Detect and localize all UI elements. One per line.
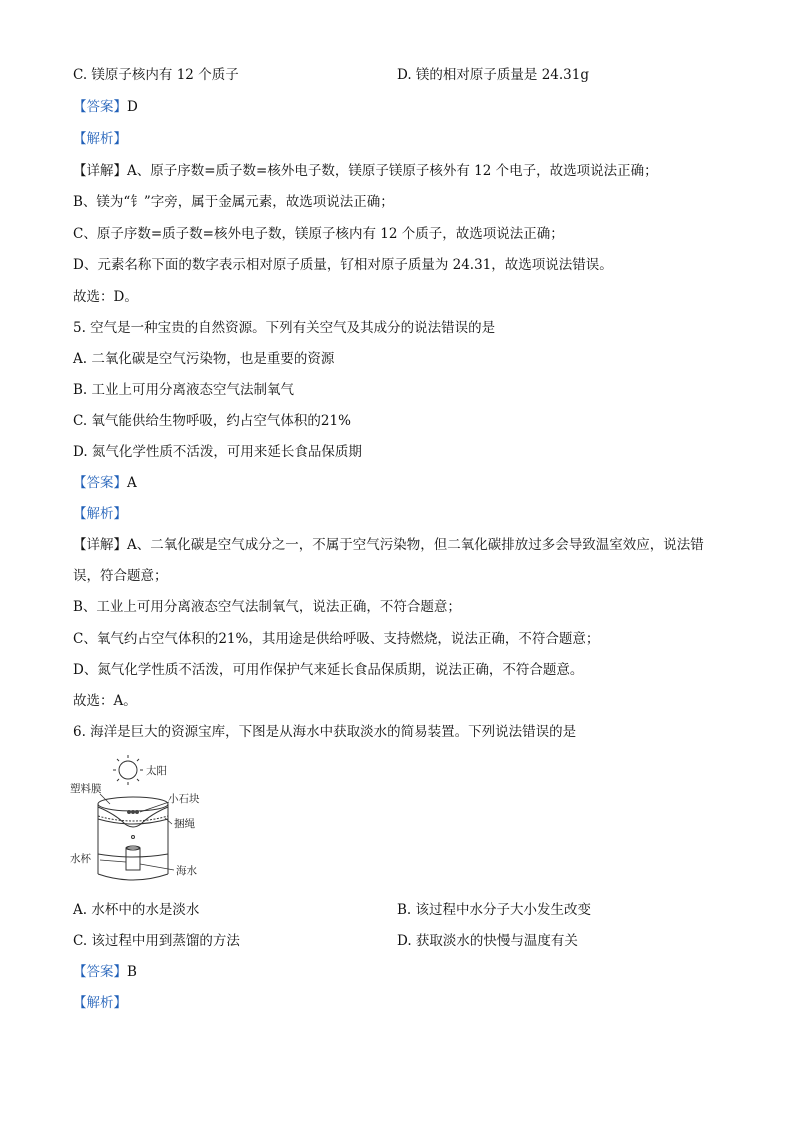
q5-analysis-tag: 【解析】 <box>73 506 127 522</box>
q5-answer <box>73 474 137 492</box>
container-icon <box>98 797 168 880</box>
q4-conclusion: 故选：D。 <box>73 289 138 305</box>
label-stone: 小石块 <box>168 793 200 805</box>
q4-detail-line-2: B、镁为“钅”字旁，属于金属元素，故选项说法正确； <box>73 194 394 210</box>
q5-option-c: C. 氧气能供给生物呼吸，约占空气体积的21% <box>73 413 351 429</box>
leader-lines <box>100 794 174 870</box>
q5-detail-line-3: C、氧气约占空气体积的21%，其用途是供给呼吸、支持燃烧，说法正确，不符合题意； <box>73 631 600 647</box>
q4-option-d: D. 镁的相对原子质量是 24.31g <box>397 67 590 83</box>
q5-detail-line-2: B、工业上可用分离液态空气法制氧气，说法正确，不符合题意； <box>73 599 461 615</box>
q4-detail-line-1 <box>73 162 658 180</box>
detail-tag: 【详解】 <box>73 537 127 553</box>
detail-tag: 【详解】 <box>73 163 127 179</box>
q5-detail-line-4: D、氮气化学性质不活泼，可用作保护气来延长食品保质期，说法正确，不符合题意。 <box>73 662 584 678</box>
q5-option-b: B. 工业上可用分离液态空气法制氧气 <box>73 382 295 398</box>
answer-tag: 【答案】 <box>73 964 127 980</box>
q4-analysis-tag: 【解析】 <box>73 131 127 147</box>
detail-text: A、原子序数=质子数=核外电子数，镁原子镁原子核外有 12 个电子，故选项说法正确； <box>127 163 658 179</box>
stone-icon <box>127 810 139 814</box>
q4-detail-line-3: C、原子序数=质子数=核外电子数，镁原子核内有 12 个质子，故选项说法正确； <box>73 226 564 242</box>
label-seawater: 海水 <box>176 865 197 877</box>
q5-option-a: A. 二氧化碳是空气污染物，也是重要的资源 <box>73 351 335 367</box>
label-sun: 太阳 <box>146 765 167 777</box>
q4-detail-line-4: D、元素名称下面的数字表示相对原子质量，钌相对原子质量为 24.31，故选项说法错误。 <box>73 257 613 273</box>
q5-option-d: D. 氮气化学性质不活泼，可用来延长食品保质期 <box>73 444 362 460</box>
q4-option-c: C. 镁原子核内有 12 个质子 <box>73 67 239 83</box>
q6-option-a: A. 水杯中的水是淡水 <box>73 902 200 918</box>
q6-option-d: D. 获取淡水的快慢与温度有关 <box>397 933 578 949</box>
label-cup: 水杯 <box>70 853 91 865</box>
q6-option-c: C. 该过程中用到蒸馏的方法 <box>73 933 240 949</box>
answer-value: D <box>127 99 138 115</box>
q5-detail-line-1b: 误，符合题意； <box>73 568 168 584</box>
answer-tag: 【答案】 <box>73 99 127 115</box>
q6-option-b: B. 该过程中水分子大小发生改变 <box>397 902 592 918</box>
q5-stem: 5. 空气是一种宝贵的自然资源。下列有关空气及其成分的说法错误的是 <box>73 320 496 336</box>
q6-answer <box>73 963 137 981</box>
label-film: 塑料膜 <box>70 783 102 795</box>
distillation-apparatus-figure <box>70 752 220 892</box>
sun-icon <box>113 755 143 785</box>
q6-stem: 6. 海洋是巨大的资源宝库，下图是从海水中获取淡水的简易装置。下列说法错误的是 <box>73 724 577 740</box>
q5-conclusion: 故选：A。 <box>73 693 137 709</box>
answer-tag: 【答案】 <box>73 475 127 491</box>
answer-value: A <box>127 475 137 491</box>
q5-detail-line-1 <box>73 536 704 554</box>
q4-answer <box>73 98 138 116</box>
answer-value: B <box>127 964 137 980</box>
label-rope: 捆绳 <box>174 818 195 830</box>
q6-analysis-tag: 【解析】 <box>73 995 127 1011</box>
detail-text: A、二氧化碳是空气成分之一，不属于空气污染物，但二氧化碳排放过多会导致温室效应，说法错 <box>127 537 704 553</box>
